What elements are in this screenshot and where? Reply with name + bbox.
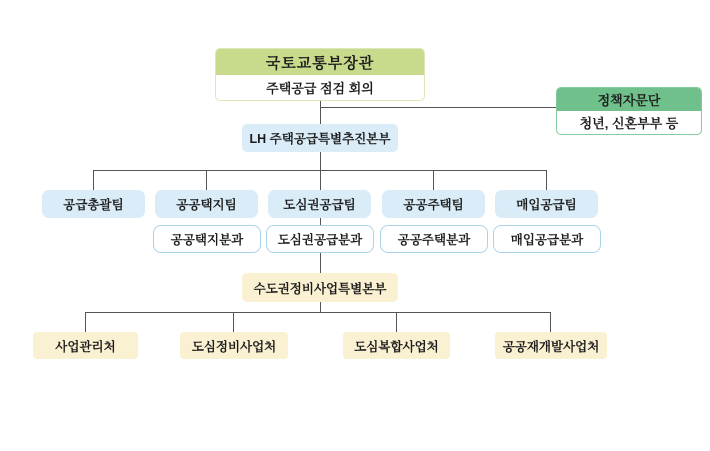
connector-department-drop-3 — [550, 312, 551, 332]
connector-division-metro — [320, 253, 321, 273]
minister-title: 국토교통부장관 — [216, 49, 424, 75]
department-box-3: 공공재개발사업처 — [495, 332, 607, 359]
team-box-4: 매입공급팀 — [495, 190, 598, 218]
team-box-3: 공공주택팀 — [382, 190, 485, 218]
connector-team-drop-0 — [93, 170, 94, 190]
minister-subtitle: 주택공급 점검 회의 — [266, 81, 374, 97]
team-box-0: 공급총괄팀 — [42, 190, 145, 218]
team-box-1: 공공택지팀 — [155, 190, 258, 218]
connector-team-drop-1 — [206, 170, 207, 190]
connector-metro-down — [320, 302, 321, 312]
division-box-3: 공공주택분과 — [380, 225, 488, 253]
connector-team2-division — [320, 218, 321, 225]
advisory-box — [556, 87, 702, 135]
connector-team-drop-3 — [433, 170, 434, 190]
connector-team-drop-2 — [320, 170, 321, 190]
advisory-subtitle: 청년, 신혼부부 등 — [579, 116, 679, 132]
metro-hq-box: 수도권정비사업특별본부 — [242, 273, 398, 302]
connector-department-drop-0 — [85, 312, 86, 332]
department-box-0: 사업관리처 — [33, 332, 138, 359]
division-box-1: 공공택지분과 — [153, 225, 261, 253]
minister-box — [215, 48, 425, 101]
connector-minister-down — [320, 101, 321, 124]
connector-departments-rail — [85, 312, 551, 313]
connector-advisory-branch — [320, 107, 556, 108]
connector-lh-down — [320, 152, 321, 170]
team-box-2: 도심권공급팀 — [268, 190, 371, 218]
department-box-2: 도심복합사업처 — [343, 332, 450, 359]
connector-department-drop-1 — [233, 312, 234, 332]
division-box-2: 도심권공급분과 — [266, 225, 374, 253]
division-box-4: 매입공급분과 — [493, 225, 601, 253]
department-box-1: 도심정비사업처 — [180, 332, 288, 359]
connector-department-drop-2 — [396, 312, 397, 332]
advisory-title: 정책자문단 — [557, 88, 701, 111]
lh-hq-box: LH 주택공급특별추진본부 — [242, 124, 398, 152]
connector-team-drop-4 — [546, 170, 547, 190]
